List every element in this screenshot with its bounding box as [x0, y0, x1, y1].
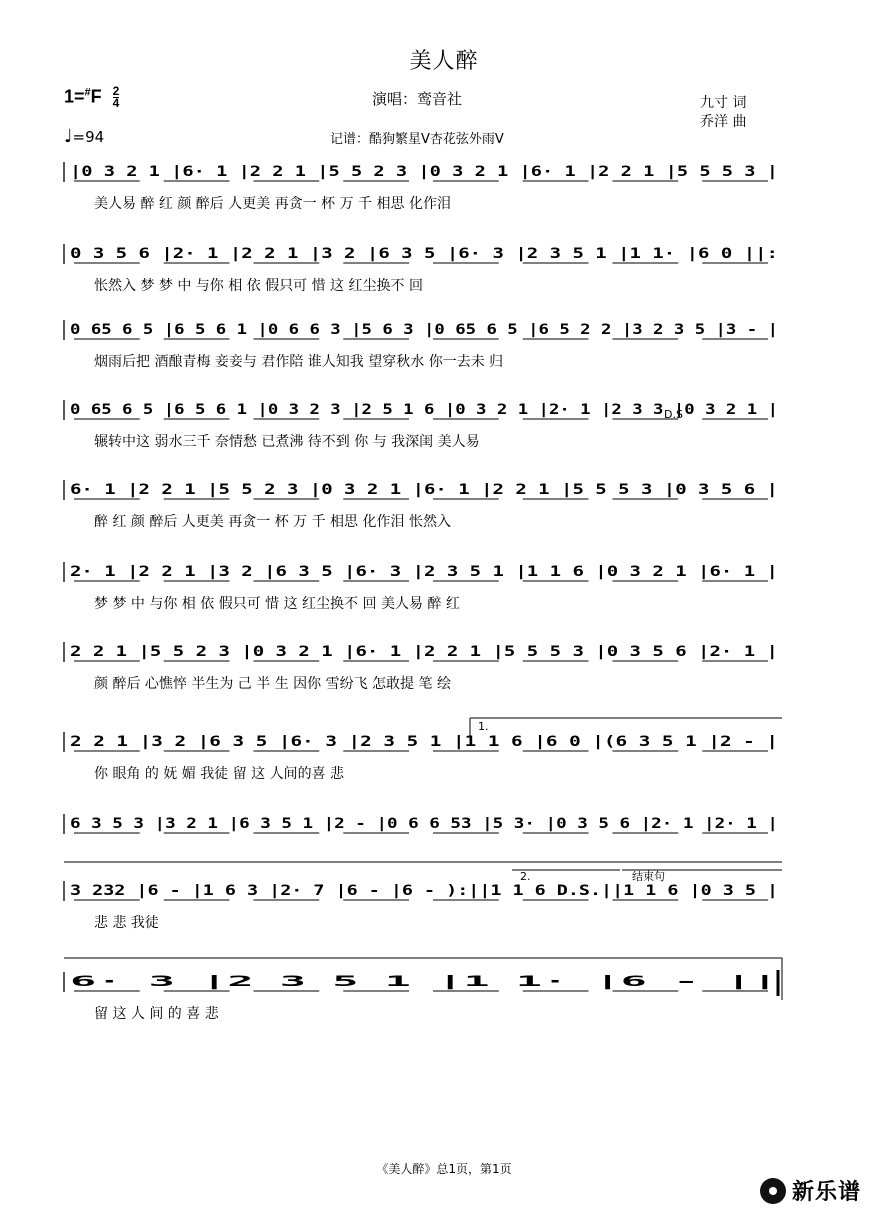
lyric-row: 颜 醉后 心憔悴 半生为 己 半 生 因你 雪纷飞 怎敢提 笔 绘 [94, 676, 451, 692]
logo-text: 新乐谱 [792, 1180, 862, 1205]
lyric-row: 你 眼角 的 妩 媚 我徒 留 这 人间的喜 悲 [94, 766, 345, 782]
notation-row: 2 2 1 |5 5 2 3 |0 3 2 1 |6· 1 |2 2 1 |5 5 5 3 |0 3 5 6 |2· 1 | [70, 644, 778, 660]
notation-row: 3 232 |6 - |1 6 3 |2· 7 |6 - |6 - ):||1 1 6 D.S.||1 1 6 |0 3 5 | [70, 883, 778, 899]
volta-1-label: 1. [478, 720, 489, 733]
lyric-row: 留 这 人 间 的 喜 悲 [94, 1006, 219, 1022]
notation-row: 0 3 5 6 |2· 1 |2 2 1 |3 2 |6 3 5 |6· 3 |2 3 5 1 |1 1· |6 0 ||: [70, 246, 778, 262]
lyric-row: 辗转中这 弱水三千 奈情愁 已煮沸 待不到 你 与 我深闺 美人易 [94, 434, 480, 450]
lyric-row: 醉 红 颜 醉后 人更美 再贪一 杯 万 千 相思 化作泪 怅然入 [94, 514, 451, 530]
key-sharp: # [84, 86, 91, 99]
notation-row: 2· 1 |2 2 1 |3 2 |6 3 5 |6· 3 |2 3 5 1 |1 1 6 |0 3 2 1 |6· 1 | [70, 564, 778, 580]
key-note: F [90, 86, 102, 107]
lyric-row: 梦 梦 中 与你 相 依 假只可 惜 这 红尘换不 回 美人易 醉 红 [94, 596, 460, 612]
notation-row: |0 3 2 1 |6· 1 |2 2 1 |5 5 2 3 |0 3 2 1 |6· 1 |2 2 1 |5 5 5 3 | [70, 164, 778, 180]
notation-row: 0 65 6 5 |6 5 6 1 |0 3 2 3 |2 5 1 6 |0 3 2 1 |2· 1 |2 3 3 |0 3 2 1 | [70, 402, 778, 418]
record-disc-icon [760, 1178, 786, 1204]
tempo-value: =94 [72, 128, 105, 146]
ds-marker: D.S [664, 408, 683, 421]
notation-row: 2 2 1 |3 2 |6 3 5 |6· 3 |2 3 5 1 |1 1 6 |6 0 |(6 3 5 1 |2 - | [70, 734, 778, 750]
lyric-row: 美人易 醉 红 颜 醉后 人更美 再贪一 杯 万 千 相思 化作泪 [94, 196, 451, 212]
lyric-row: 烟雨后把 酒酿青梅 妾妾与 君作陪 谁人知我 望穿秋水 你一去未 归 [94, 354, 504, 370]
lyric-row: 悲 悲 我徒 [94, 915, 159, 931]
notation-row: 6 3 5 3 |3 2 1 |6 3 5 1 |2 - |0 6 6 53 |5 3· |0 3 5 6 |2· 1 |2· 1 | [70, 816, 778, 832]
song-title: 美人醉 [409, 49, 479, 74]
notation-row: 6· 1 |2 2 1 |5 5 2 3 |0 3 2 1 |6· 1 |2 2 1 |5 5 5 3 |0 3 5 6 | [70, 482, 778, 498]
time-bottom: 4 [112, 96, 120, 110]
page-footer: 《美人醉》总1页，第1页 [376, 1162, 512, 1176]
time-top: 2 [112, 84, 120, 98]
transcriber-credit: 记谱：酷狗繁星V杏花弦外雨V [330, 132, 504, 147]
volta-2-label: 2. [520, 870, 531, 883]
notation-row: 0 65 6 5 |6 5 6 1 |0 6 6 3 |5 6 3 |0 65 6 5 |6 5 2 2 |3 2 3 5 |3 - | [70, 322, 778, 338]
site-logo [760, 1175, 861, 1206]
lyricist-credit: 九寸 词 [700, 95, 747, 111]
key-prefix: 1= [64, 86, 85, 107]
composer-credit: 乔洋 曲 [700, 114, 747, 130]
singer-credit: 演唱：鸾音社 [372, 90, 463, 108]
ending-label: 结束句 [632, 870, 665, 883]
quarter-note-icon: ♩ [64, 126, 73, 147]
notation-row: 6· 3 |2 3 5 1 |1 1· |6 - || [70, 974, 778, 990]
lyric-row: 怅然入 梦 梦 中 与你 相 依 假只可 惜 这 红尘换不 回 [94, 278, 423, 294]
